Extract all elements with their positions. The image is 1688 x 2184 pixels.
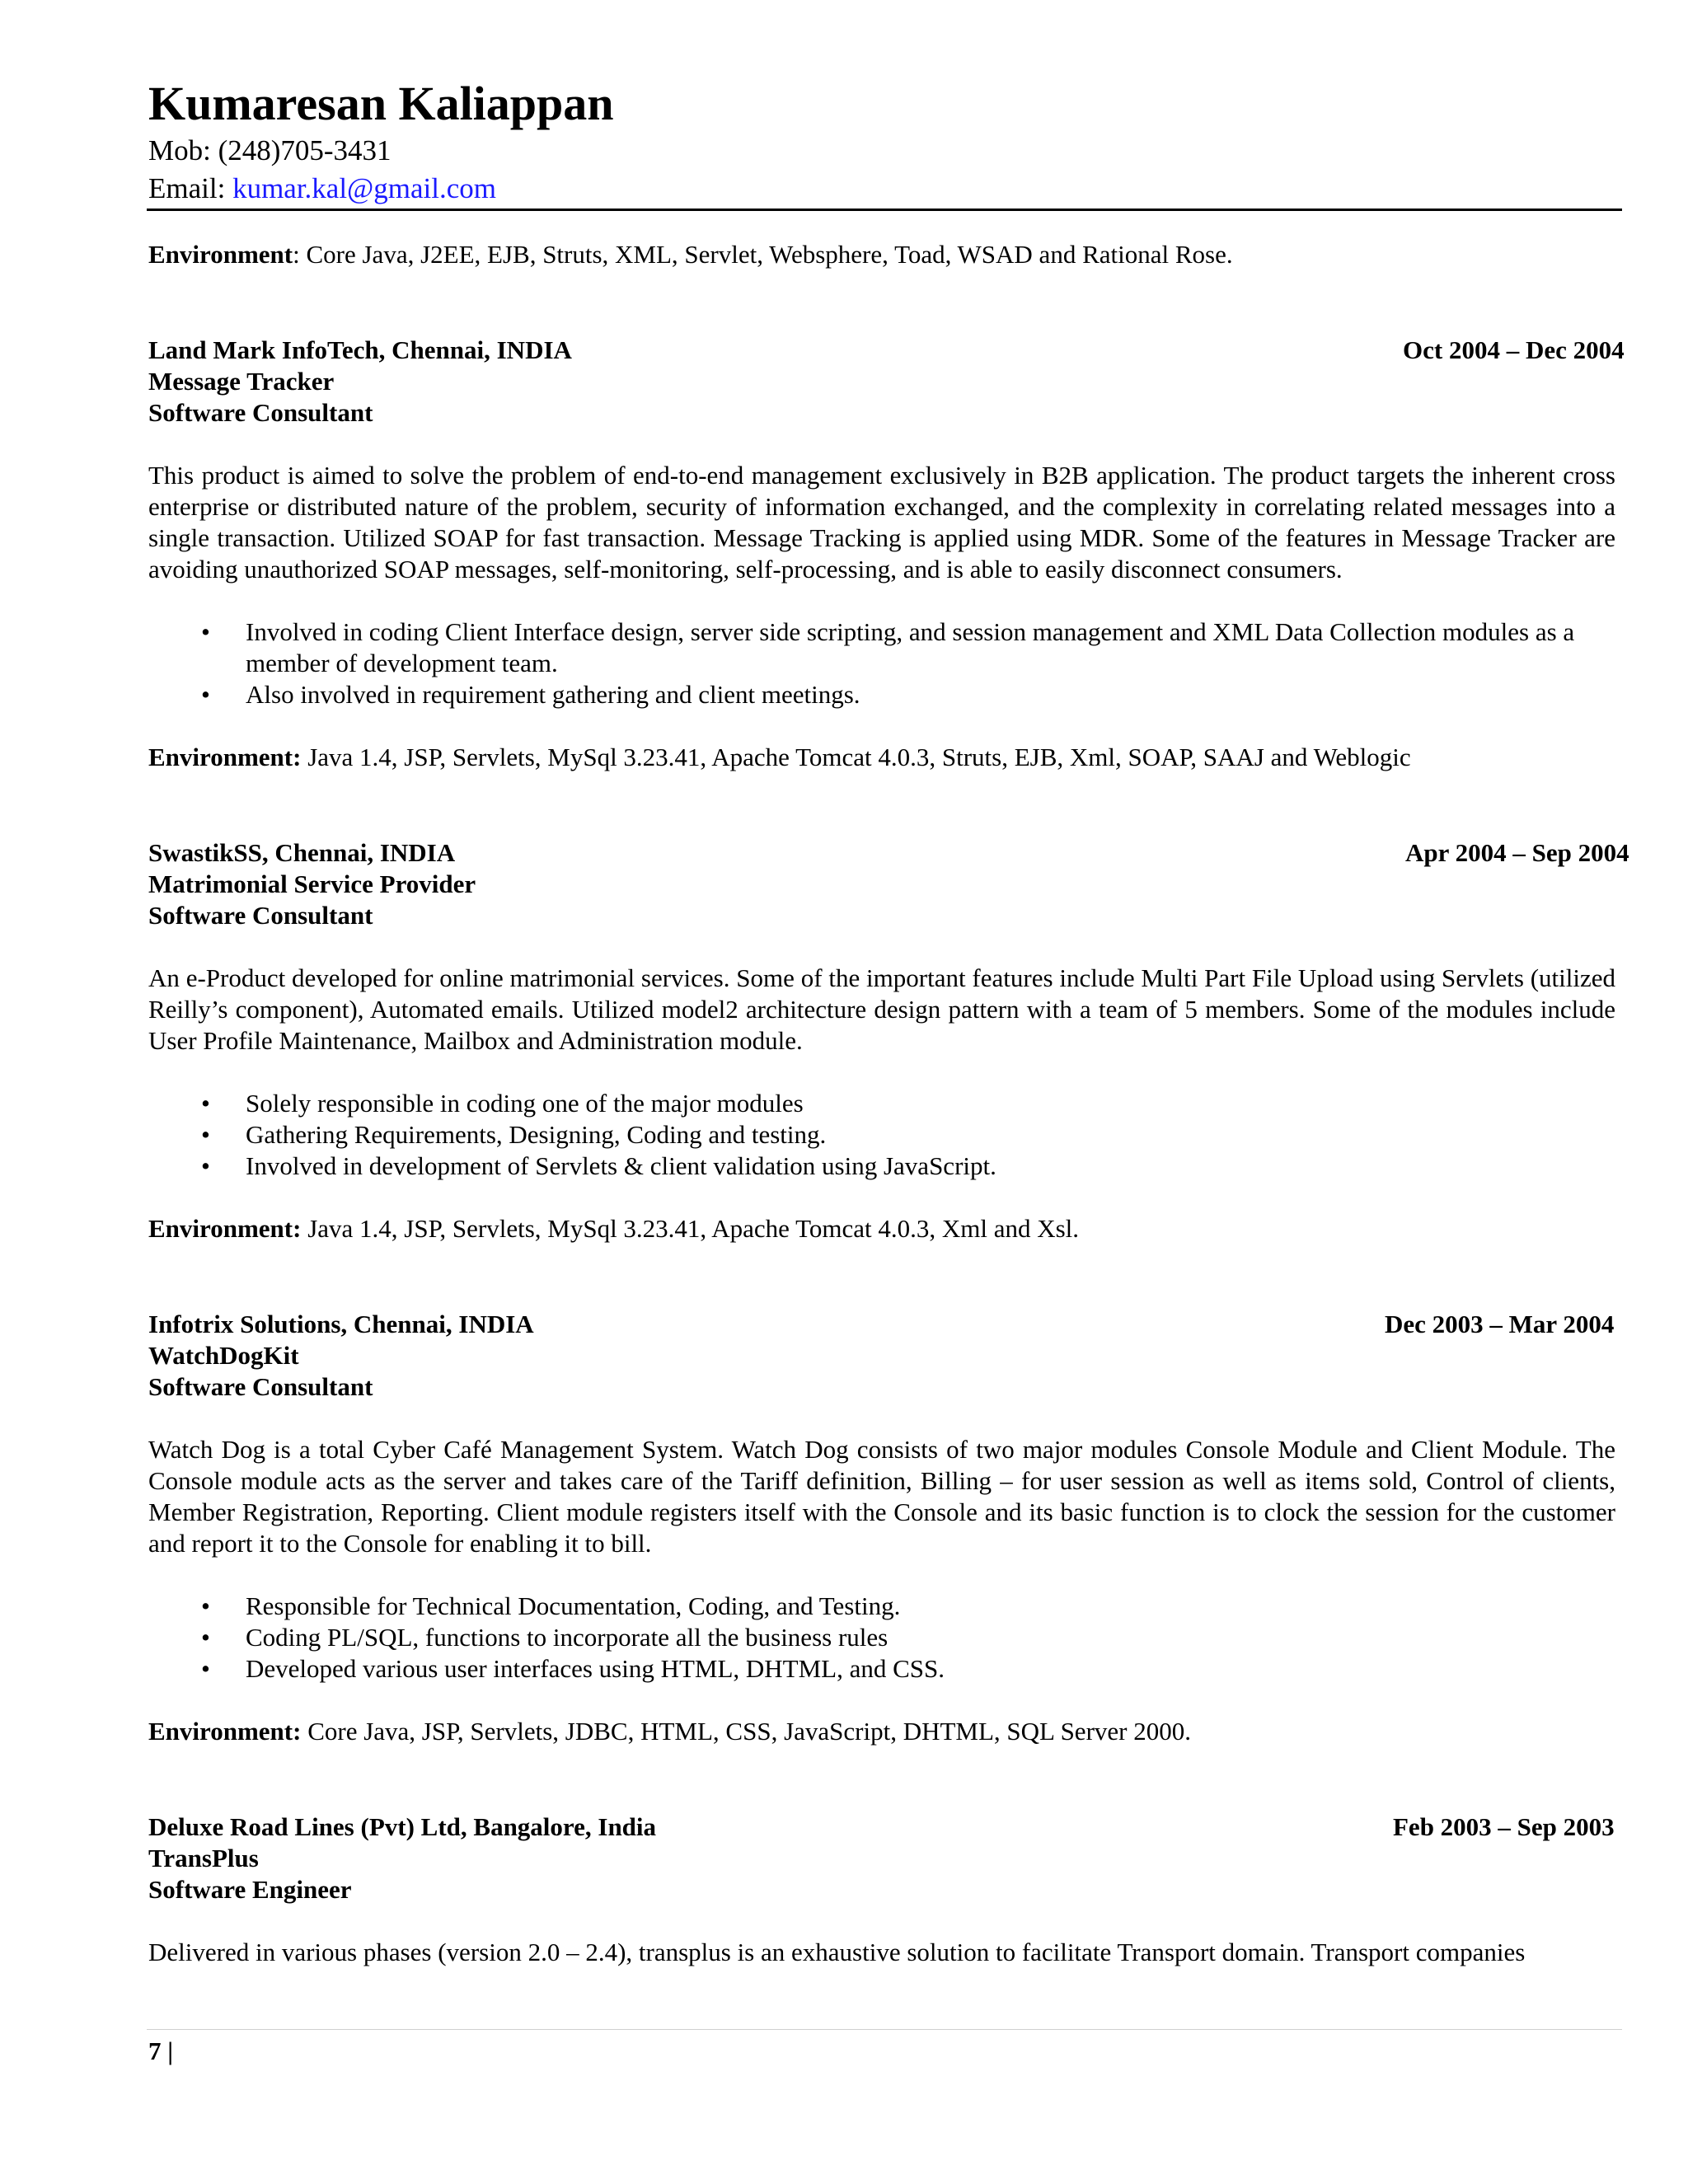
environment-label: Environment: <box>148 1717 302 1746</box>
job-role: Software Engineer <box>148 1875 352 1904</box>
header-divider <box>147 209 1622 211</box>
environment-text: Core Java, JSP, Servlets, JDBC, HTML, CSS, JavaScript, DHTML, SQL Server 2000. <box>301 1717 1191 1746</box>
job-project: Matrimonial Service Provider <box>148 869 476 898</box>
environment-text: : Core Java, J2EE, EJB, Struts, XML, Servlet, Websphere, Toad, WSAD and Rational Rose. <box>293 240 1233 269</box>
list-item <box>148 679 1615 710</box>
job-entry-deluxe <box>148 1811 1615 1968</box>
list-item <box>148 1151 1615 1182</box>
bullet-icon: • <box>201 1623 210 1652</box>
job-dates: Dec 2003 – Mar 2004 <box>1385 1310 1615 1338</box>
job-company: Land Mark InfoTech, Chennai, INDIA <box>148 335 572 364</box>
email-line <box>148 170 1622 208</box>
bullet-text: Responsible for Technical Documentation, Coding, and Testing. <box>246 1591 901 1620</box>
bullet-icon: • <box>201 1591 210 1620</box>
job-entry-landmark <box>148 335 1625 773</box>
job-heading <box>148 1309 1615 1340</box>
job-heading <box>148 837 1629 869</box>
job-description: Watch Dog is a total Cyber Café Management System. Watch Dog consists of two major modules Console Module and Client Module. The Console module acts as the server and takes care of the Tariff definition, Billing – for user session as well as items sold, Control of clients, Member Registration, Reporting. Client module registers itself with the Console and its basic function is to clock the session for the customer and report it to the Console for enabling it to bill. <box>148 1435 1615 1558</box>
job-bullets <box>148 616 1615 710</box>
job-dates: Oct 2004 – Dec 2004 <box>1403 335 1625 364</box>
job-description: Delivered in various phases (version 2.0 – 2.4), transplus is an exhaustive solution to facilitate Transport domain. Transport companies <box>148 1938 1526 1966</box>
environment-text: Java 1.4, JSP, Servlets, MySql 3.23.41, Apache Tomcat 4.0.3, Struts, EJB, Xml, SOAP, SAAJ and Weblogic <box>301 743 1411 771</box>
footer-divider <box>147 2029 1622 2030</box>
list-item <box>148 1591 1615 1622</box>
top-environment <box>148 239 1615 270</box>
resume-header <box>148 76 1622 208</box>
job-environment <box>148 742 1615 773</box>
job-environment <box>148 1716 1615 1747</box>
job-company: Infotrix Solutions, Chennai, INDIA <box>148 1310 534 1338</box>
bullet-icon: • <box>201 1120 210 1149</box>
environment-label: Environment <box>148 240 293 269</box>
job-heading <box>148 1811 1615 1843</box>
resume-content <box>148 239 1629 1968</box>
candidate-name: Kumaresan Kaliappan <box>148 77 614 130</box>
job-entry-swastikss <box>148 837 1629 1244</box>
job-role: Software Consultant <box>148 901 373 930</box>
mobile-number: Mob: (248)705-3431 <box>148 134 392 166</box>
email-link[interactable]: kumar.kal@gmail.com <box>232 172 497 204</box>
job-dates: Apr 2004 – Sep 2004 <box>1405 838 1629 867</box>
job-role: Software Consultant <box>148 1372 373 1401</box>
environment-label: Environment: <box>148 743 302 771</box>
job-project: TransPlus <box>148 1844 259 1872</box>
environment-label: Environment: <box>148 1214 302 1243</box>
bullet-icon: • <box>201 680 210 709</box>
bullet-icon: • <box>201 617 210 646</box>
bullet-icon: • <box>201 1089 210 1118</box>
job-company: SwastikSS, Chennai, INDIA <box>148 838 456 867</box>
bullet-text: Also involved in requirement gathering and client meetings. <box>246 680 860 709</box>
bullet-text: Involved in coding Client Interface design, server side scripting, and session management and XML Data Collection modules as a member of development team. <box>246 617 1575 677</box>
job-heading <box>148 335 1625 366</box>
bullet-text: Developed various user interfaces using HTML, DHTML, and CSS. <box>246 1654 945 1683</box>
job-description: This product is aimed to solve the problem of end-to-end management exclusively in B2B application. The product targets the inherent cross enterprise or distributed nature of the problem, security of information exchanged, and the complexity in correlating related messages into a single transaction. Utilized SOAP for fast transaction. Message Tracking is applied using MDR. Some of the features in Message Tracker are avoiding unauthorized SOAP messages, self-monitoring, self-processing, and is able to easily disconnect consumers. <box>148 461 1615 583</box>
list-item <box>148 1622 1615 1653</box>
job-dates: Feb 2003 – Sep 2003 <box>1393 1812 1615 1841</box>
job-role: Software Consultant <box>148 398 373 427</box>
list-item <box>148 1119 1615 1151</box>
job-environment <box>148 1213 1615 1244</box>
bullet-text: Gathering Requirements, Designing, Coding and testing. <box>246 1120 827 1149</box>
email-label: Email: <box>148 172 233 204</box>
bullet-icon: • <box>201 1151 210 1180</box>
environment-text: Java 1.4, JSP, Servlets, MySql 3.23.41, Apache Tomcat 4.0.3, Xml and Xsl. <box>301 1214 1080 1243</box>
bullet-text: Involved in development of Servlets & client validation using JavaScript. <box>246 1151 996 1180</box>
job-bullets <box>148 1088 1615 1182</box>
list-item <box>148 1088 1615 1119</box>
job-description: An e-Product developed for online matrimonial services. Some of the important features include Multi Part File Upload using Servlets (utilized Reilly’s component), Automated emails. Utilized model2 architecture design pattern with a team of 5 members. Some of the modules include User Profile Maintenance, Mailbox and Administration module. <box>148 963 1615 1055</box>
page-number: 7 | <box>148 2036 174 2065</box>
job-entry-infotrix <box>148 1309 1615 1747</box>
job-project: WatchDogKit <box>148 1341 299 1370</box>
job-project: Message Tracker <box>148 367 335 396</box>
job-company: Deluxe Road Lines (Pvt) Ltd, Bangalore, India <box>148 1812 657 1841</box>
job-bullets <box>148 1591 1615 1685</box>
bullet-text: Coding PL/SQL, functions to incorporate all the business rules <box>246 1623 889 1652</box>
bullet-text: Solely responsible in coding one of the major modules <box>246 1089 804 1118</box>
bullet-icon: • <box>201 1654 210 1683</box>
list-item <box>148 1653 1615 1685</box>
list-item <box>148 616 1615 679</box>
